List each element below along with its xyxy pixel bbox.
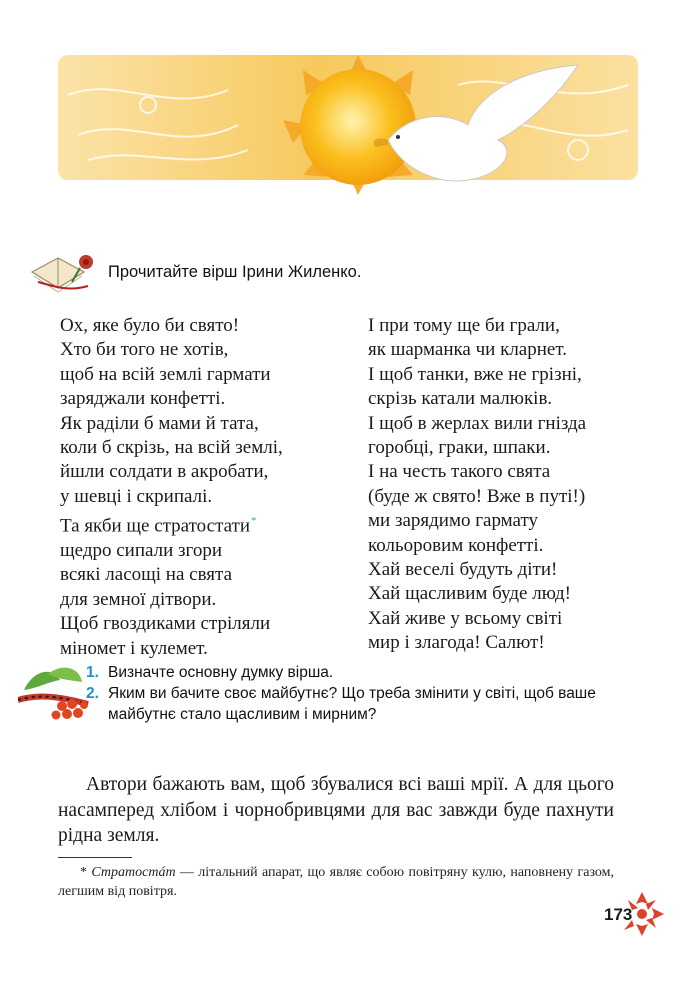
task-list	[86, 662, 631, 725]
poem-line: як шарманка чи кларнет.	[368, 339, 567, 361]
poem-column-right	[368, 314, 668, 656]
poem-line: Хай веселі будуть діти!	[368, 559, 558, 581]
intro-text: Прочитайте вірш Ірини Жиленко.	[108, 263, 362, 281]
poem-line: йшли солдати в акробати,	[60, 461, 269, 483]
task-item	[86, 662, 631, 683]
footnote	[58, 863, 614, 901]
task-number: 1.	[86, 664, 99, 681]
poem-line: (буде ж свято! Вже в путі!)	[368, 485, 586, 507]
closing-paragraph	[58, 772, 614, 849]
poem-line: скрізь катали малюків.	[368, 388, 553, 410]
poem-line: кольоровим конфетті.	[368, 534, 544, 556]
poem-line: І при тому ще би грали,	[368, 315, 560, 336]
poem-line: мир і злагода! Салют!	[368, 632, 545, 654]
book-rose-icon	[28, 242, 100, 300]
poem-line: коли б скрізь, на всій землі,	[60, 437, 283, 459]
task-number: 2.	[86, 685, 99, 702]
poem-line: ми зарядимо гармату	[368, 510, 539, 532]
poem-line: І на честь такого свята	[368, 461, 551, 483]
footnote-term: Стратостáт	[91, 865, 176, 880]
poem-line: Хто би того не хотів,	[60, 339, 229, 361]
footnote-mark: *	[80, 865, 87, 880]
poem-line: у шевці і скрипалі.	[60, 485, 213, 507]
task-text: Визначте основну думку вірша.	[108, 664, 334, 681]
poem-line-text: Та якби ще стратостати	[60, 515, 251, 537]
poem-line: Ох, яке було би свято!	[60, 315, 240, 336]
poem-line: Як раділи б мами й тата,	[60, 412, 259, 434]
task-text: Яким ви бачите своє майбутнє? Що треба змінити у світі, щоб ваше майбутнє стало щасливим і мирним?	[108, 685, 596, 723]
reading-instruction	[28, 242, 628, 302]
closing-text: Автори бажають вам, щоб збувалися всі ваші мрії. А для цього насамперед хлібом і чорнобривцями для вас завжди буде пахнути рідна земля.	[58, 774, 614, 846]
poem-line: для земної дітвори.	[60, 588, 217, 610]
poem-line: всякі ласощі на свята	[60, 564, 233, 586]
sun-dove-illustration	[58, 55, 638, 235]
questions-block	[14, 660, 634, 730]
poem-line: Хай живе у всьому світі	[368, 607, 563, 629]
poem-line: І щоб танки, вже не грізні,	[368, 363, 582, 385]
footnote-definition: — літальний апарат, що являє собою повітряну кулю, наповнену газом, легшим від повітря.	[58, 865, 614, 899]
footnote-mark: *	[251, 515, 257, 528]
poem-line: щоб на всій землі гармати	[60, 363, 271, 385]
footnote-divider	[58, 857, 132, 858]
poem-line: щедро сипали згори	[60, 539, 222, 561]
poem-line: Щоб гвоздиками стріляли	[60, 613, 271, 635]
poem-line: Хай щасливим буде люд!	[368, 583, 571, 605]
header-banner	[58, 55, 638, 235]
rowan-berries-icon	[18, 660, 96, 724]
poem-line: міномет і кулемет.	[60, 637, 208, 659]
task-item	[86, 683, 631, 725]
page-number: 173	[604, 905, 633, 924]
poem-line: І щоб в жерлах вили гнізда	[368, 412, 587, 434]
poem-line: заряджали конфетті.	[60, 388, 226, 410]
poem-column-left	[60, 314, 360, 661]
poem-line: горобці, граки, шпаки.	[368, 437, 551, 459]
poem-line	[60, 509, 360, 539]
